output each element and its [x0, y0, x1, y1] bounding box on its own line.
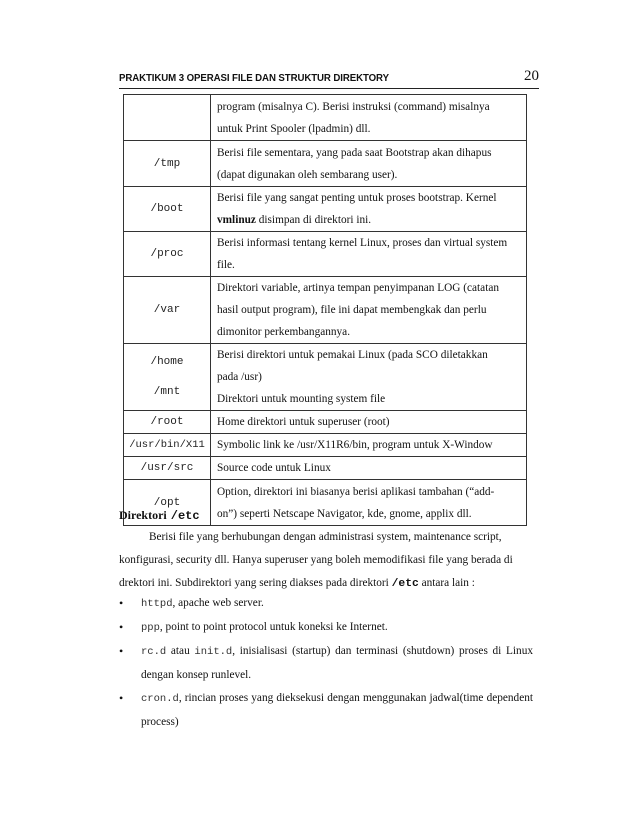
table-row [124, 187, 527, 232]
dir-cell [124, 95, 211, 141]
inline-code: ppp [141, 622, 160, 634]
dir-cell [124, 232, 211, 277]
dir-cell [124, 277, 211, 344]
desc-cell [211, 277, 527, 344]
para-line: drektori ini. Subdirektori yang sering diakses pada direktori /etc antara lain : [119, 577, 475, 590]
subdir-list [119, 592, 533, 734]
bullet-icon: • [119, 644, 124, 658]
table-row [124, 141, 527, 187]
table-row [124, 344, 527, 411]
bullet-icon: • [119, 691, 124, 705]
inline-code: rc.d [141, 646, 167, 658]
dir-name: /mnt [153, 386, 181, 398]
page-number: 20 [524, 68, 539, 84]
desc-line: (dapat digunakan oleh sembarang user). [217, 168, 398, 181]
page-header [119, 68, 539, 88]
desc-line: Berisi file yang sangat penting untuk proses bootstrap. Kernel [217, 192, 497, 204]
section-dir: /etc [170, 509, 200, 523]
desc-cell [211, 187, 527, 232]
header-rule [119, 88, 539, 89]
dir-cell [124, 141, 211, 187]
table-row [124, 434, 527, 457]
inline-code: init.d [194, 646, 233, 658]
dir-name: /boot [150, 203, 184, 215]
table-row [124, 411, 527, 434]
list-item: • ppp, point to point protocol untuk koneksi ke Internet. [119, 616, 533, 640]
table-row [124, 457, 527, 480]
table-row [124, 95, 527, 141]
etc-paragraph [119, 526, 533, 596]
desc-line: untuk Print Spooler (lpadmin) dll. [217, 122, 371, 135]
desc-line: Direktori untuk mounting system file [217, 393, 386, 405]
bullet-icon: • [119, 620, 124, 634]
kernel-name: vmlinuz [217, 214, 256, 226]
bullet-icon: • [119, 596, 124, 610]
inline-code: cron.d [141, 693, 179, 705]
desc-line: Direktori variable, artinya tempan penyimpanan LOG (catatan [217, 282, 499, 294]
dir-name: /usr/src [140, 462, 194, 474]
desc-line: Berisi informasi tentang kernel Linux, proses dan virtual system [217, 237, 508, 249]
desc-line: Option, direktori ini biasanya berisi aplikasi tambahan (“add- [217, 485, 495, 498]
list-item: • rc.d atau init.d, inisialisasi (startup) dan terminasi (shutdown) proses di Linux dengan konsep runlevel. [119, 640, 533, 687]
header-title: PRAKTIKUM 3 OPERASI FILE DAN STRUKTUR DIREKTORY [119, 72, 389, 84]
desc-line: Berisi file sementara, yang pada saat Bootstrap akan dihapus [217, 146, 492, 159]
desc-cell [211, 95, 527, 141]
dir-cell [124, 344, 211, 411]
dir-name: /usr/bin/X11 [129, 439, 205, 451]
desc-cell [211, 141, 527, 187]
dir-cell [124, 434, 211, 457]
dir-name: /var [153, 304, 181, 316]
desc-line: pada /usr) [217, 371, 262, 383]
desc-cell [211, 344, 527, 411]
table-row [124, 277, 527, 344]
para-line: Berisi file yang berhubungan dengan administrasi system, maintenance script, [149, 531, 502, 543]
desc-cell [211, 480, 527, 526]
section-heading [119, 508, 200, 523]
dir-cell [124, 187, 211, 232]
inline-code: httpd [141, 598, 173, 610]
table-row [124, 232, 527, 277]
dir-name: /root [150, 416, 184, 428]
para-line: konfigurasi, security dll. Hanya superuser yang boleh memodifikasi file yang berada di [119, 554, 513, 566]
desc-cell [211, 434, 527, 457]
dir-name: /tmp [153, 157, 181, 170]
desc-line: Berisi direktori untuk pemakai Linux (pada SCO diletakkan [217, 349, 488, 361]
dir-name: /proc [150, 248, 184, 260]
desc-cell [211, 232, 527, 277]
dir-cell [124, 411, 211, 434]
dir-name: /opt [153, 496, 181, 509]
desc-line: vmlinuz disimpan di direktori ini. [217, 214, 372, 226]
dir-cell [124, 457, 211, 480]
desc-cell [211, 457, 527, 480]
desc-line: on”) seperti Netscape Navigator, kde, gnome, applix dll. [217, 507, 472, 520]
desc-line: dimonitor perkembangannya. [217, 326, 351, 338]
directory-table [123, 94, 527, 526]
desc-line: hasil output program), file ini dapat membengkak dan perlu [217, 304, 487, 316]
dir-name: /home [150, 356, 184, 368]
desc-cell [211, 411, 527, 434]
desc-line: Symbolic link ke /usr/X11R6/bin, program untuk X-Window [217, 439, 493, 451]
list-item: • httpd, apache web server. [119, 592, 533, 616]
desc-line: program (misalnya C). Berisi instruksi (command) misalnya [217, 100, 490, 113]
desc-line: Home direktori untuk superuser (root) [217, 416, 390, 428]
desc-line: file. [217, 259, 235, 271]
section-label: Direktori [119, 508, 167, 522]
list-item: • cron.d, rincian proses yang dieksekusi dengan menggunakan jadwal(time dependent process) [119, 687, 533, 734]
desc-line: Source code untuk Linux [217, 462, 331, 474]
inline-code: /etc [391, 578, 419, 590]
